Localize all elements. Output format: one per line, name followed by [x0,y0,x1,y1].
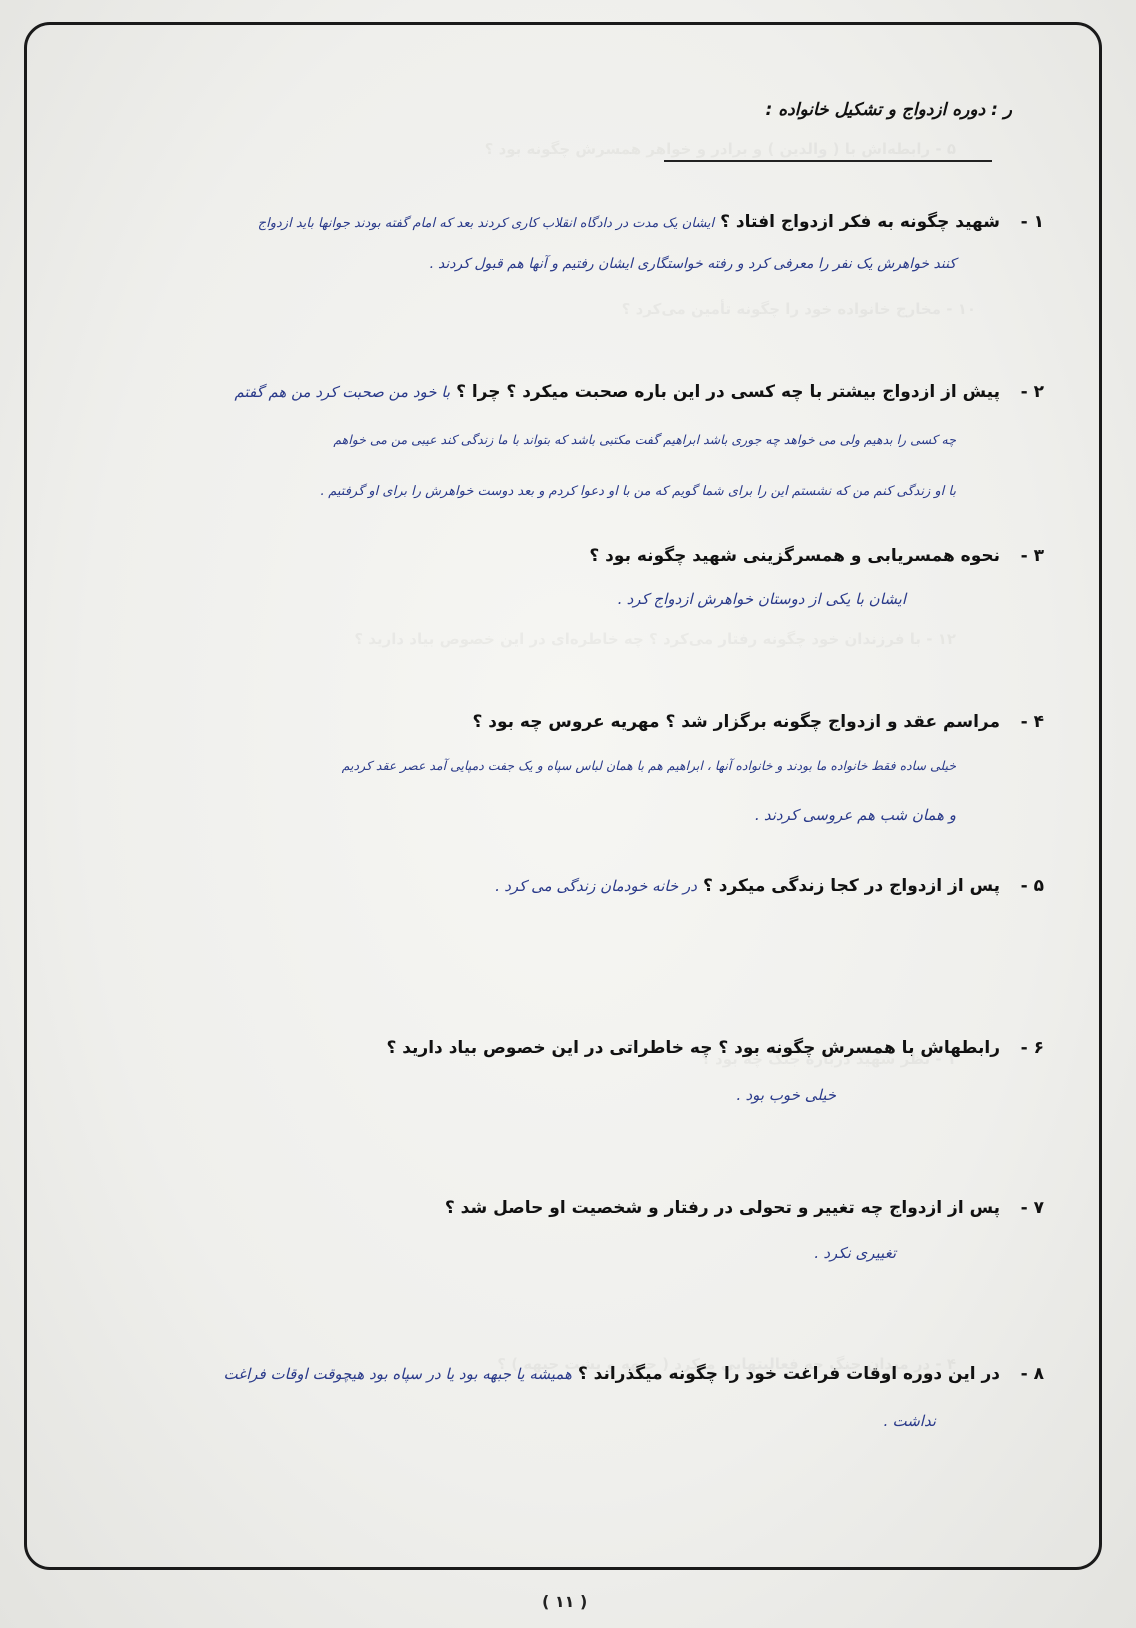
question-number: ۲ - [1020,382,1044,402]
handwritten-answer: کنند خواهرش یک نفر را معرفی کرد و رفته خواستگاری ایشان رفتیم و آنها هم قبول کردند . [429,256,956,272]
handwritten-answer: خیلی ساده فقط خانواده ما بودند و خانواده آنها ، ابراهیم هم با همان لباس سپاه و یک جفت دمپایی آمد عصر عقد کردیم [341,758,956,773]
question-item-2 [234,382,1044,402]
question-item-1 [257,212,1044,232]
handwritten-answer: در خانه خودمان زندگی می کرد . [494,877,697,895]
handwritten-answer: خیلی خوب بود . [735,1086,836,1104]
question-text: در این دوره اوقات فراغت خود را چگونه میگذراند ؟ [577,1364,1000,1384]
question-item-6 [386,1038,1044,1058]
question-item-5 [494,876,1044,896]
question-item-8 [223,1364,1044,1384]
question-number: ۴ - [1020,712,1044,732]
handwritten-answer: با او زندگی کنم من که نشستم این را برای شما گویم که من با او دعوا کردم و بعد دوست خواهرش را برای او گرفتیم . [319,484,956,499]
question-text: نحوه همسریابی و همسرگزینی شهید چگونه بود ؟ [589,546,1000,566]
handwritten-answer: چه کسی را بدهیم ولی می خواهد چه جوری باشد ابراهیم گفت مکتبی باشد که بتواند با ما زندگی کند عیبی من می خواهم [333,432,956,447]
handwritten-answer: ایشان با یکی از دوستان خواهرش ازدواج کرد . [617,590,906,608]
handwritten-answer: ایشان یک مدت در دادگاه انقلاب کاری کردند بعد که امام گفته بودند جوانها باید ازدواج [257,216,715,231]
handwritten-answer: با خود من صحبت کرد من هم گفتم [234,383,451,401]
question-number: ۶ - [1020,1038,1044,1058]
handwritten-answer: همیشه یا جبهه بود یا در سپاه بود هیچوقت اوقات فراغت [223,1365,572,1383]
handwritten-answer: تغییری نکرد . [813,1244,896,1262]
question-text: پس از ازدواج چه تغییر و تحولی در رفتار و شخصیت او حاصل شد ؟ [444,1198,1000,1218]
question-item-7 [444,1198,1044,1218]
question-number: ۳ - [1020,546,1044,566]
page-number: ( ۱۱ ) [542,1592,588,1611]
question-text: پس از ازدواج در کجا زندگی میکرد ؟ [702,876,1000,896]
question-item-4 [472,712,1044,732]
question-number: ۵ - [1020,876,1044,896]
title-underline [664,160,992,162]
page-border-frame [24,22,1102,1570]
question-text: پیش از ازدواج بیشتر با چه کسی در این باره صحبت میکرد ؟ چرا ؟ [456,382,1000,402]
question-number: ۱ - [1020,212,1044,232]
handwritten-answer: و همان شب هم عروسی کردند . [754,806,956,824]
question-text: رابطهاش با همسرش چگونه بود ؟ چه خاطراتی در این خصوص بیاد دارید ؟ [386,1038,1000,1058]
question-number: ۸ - [1020,1364,1044,1384]
question-text: شهید چگونه به فکر ازدواج افتاد ؟ [720,212,1000,232]
question-number: ۷ - [1020,1198,1044,1218]
question-text: مراسم عقد و ازدواج چگونه برگزار شد ؟ مهریه عروس چه بود ؟ [472,712,1000,732]
section-title: ر : دوره ازدواج و تشکیل خانواده : [765,100,1012,120]
handwritten-answer: نداشت . [882,1412,936,1430]
question-item-3 [589,546,1044,566]
